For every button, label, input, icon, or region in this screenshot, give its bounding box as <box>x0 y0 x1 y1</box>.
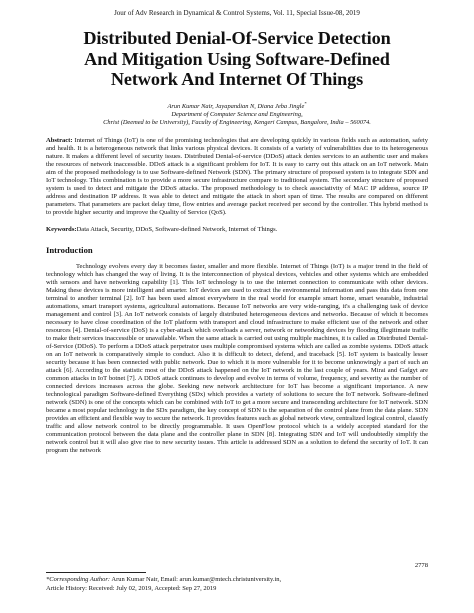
abstract-label: Abstract: <box>46 137 73 145</box>
abstract <box>46 137 428 217</box>
introduction-paragraph: Technology evolves every day it becomes faster, smaller and more flexible. Internet of Things (IoT) is a major trend in the field of technology which has changed the way of living. It is the interconnection of physical devices, vehicles and other systems which are embedded with sensors and have networking capability [1]. This IoT technology is to use the internet connection to communicate with other devices. Making these devices is more intelligent and smarter. IoT devices are used to extract the environmental information and pass this data from one terminal to another terminal [2]. IoT has been used almost everywhere in the real world for example smart home, smart wearable, industrial automations, smart transport systems, agricultural automations. Because IoT networks are very wide-ranging, it's a challenging task of device management and control [3]. An IoT network consists of largely distributed heterogeneous devices and networks. Because of which it becomes necessary to have close coordination of the IoT platform with transport and cloud infrastructure to make efficient use of the network and other resources [4]. Denial-of-service (DoS) is a cyber-attack which overloads a server, network or networking devices by flooding illegitimate traffic to make their services inaccessible or unavailable. When the same attack is carried out using multiple machines, it is called as Distributed Denial-of-Service (DDoS). To perform a DDoS attack perpetrator uses multiple compromised systems which are called as zombie systems. DDoS attack on an IoT network is comparatively simple to conduct. Also it is difficult to detect, defend, and traceback [5]. IoT system is basically lesser security because it has been connected with public network. Due to which it is more vulnerable for it to become unknowingly a part of such an attack [6]. According to the statistic most of the DDoS attack happened on the IoT network in the last couple of years. Mirai and Gafgyt are common attacks in IoT botnet [7]. A DDoS attack continues to develop and evolve in terms of volume, frequency, and severity as the number of connected devices increases across the globe. Seeking new network architecture for IoT has become a significant importance. A new technological paradigm Software-defined Everything (SDx) which provides a variety of solutions to secure the IoT network. Software-defined network (SDN) is one of the concepts which can be combined with IoT to get a more secure and transcending architecture for IoT network. SDN became a most popular technology in the SDx paradigm, the key concept of SDN is the separation of the control plane from the data plane. SDN provides an efficient and flexible way to secure the network. It provides features such as global network view, centralized logical control, classify traffic and allow network control to be directly programmable. It uses OpenFlow protocol which is a widely accepted standard for the communication protocol between the data plane and the controller plane in SDN [8]. Integrating SDN and IoT will undoubtedly simplify the network control but it will also give rise to new security issues. This article is addressed SDN as a solution to defend the security of IoT. It can program the network <box>46 263 428 455</box>
keywords <box>46 226 428 234</box>
abstract-text: Internet of Things (IoT) is one of the promising technologies that are developing quickly in various fields such as automation, safety and health. It is a heterogeneous network that links various physical devices. It consists of a variety of vulnerabilities due to its heterogeneous nature. It makes a different level of security issues. Distributed Denial-of-service (DDoS) attack denies services to an authentic user and makes the resources of network inaccessible. DDoS attack is a significant problem for IoT. It is easy to carry out this attack on an IoT network. Main aim of the proposed methodology is to use Software-defined Network (SDN). The primary structure of proposed system is to integrate SDN and IoT technology. This combination is to provide a more secure infrastructure compare to traditional system. The secondary structure of proposed system is used to detect and mitigate the DDoS attacks. The proposed methodology is to check associativity of MAC IP address, source IP address and destination IP address. It was able to detect and mitigate the attack in short span of time. The results are compared on different parameters. That parameters are packet delay time, flow entries and average packet received per second by the controller. This hybrid method is to provide higher security and improve the Quality of Service (QoS). <box>46 137 428 217</box>
footnotes <box>46 576 428 593</box>
section-heading-introduction: Introduction <box>46 245 93 256</box>
author-block <box>46 100 428 128</box>
article-history: Article History: Received: July 02, 2019, Accepted: Sep 27, 2019 <box>46 584 217 592</box>
keywords-text: Data Attack, Security, DDoS, Software-defined Network, Internet of Things. <box>76 226 278 234</box>
title-line-1: Distributed Denial-Of-Service Detection <box>83 28 391 48</box>
title-line-2: And Mitigation Using Software-Defined <box>84 48 390 69</box>
corresponding-marker: * <box>304 100 307 106</box>
paper-title <box>46 28 428 90</box>
corresponding-author-note: *Corresponding Author: Arun Kumar Nair, Email: arun.kumar@mtech.christuniversity.in, <box>46 576 282 583</box>
author-names: Arun Kumar Nair, Jayapandian N, Diana Jeba Jingle* <box>167 100 307 110</box>
author-affiliation: Christ (Deemed to be University), Faculty of Engineering, Kengeri Campus, Bangalore, India – 560074. <box>103 119 371 127</box>
title-line-3: Network And Internet Of Things <box>110 69 364 89</box>
page-number: 2778 <box>414 562 428 569</box>
running-head: Jour of Adv Research in Dynamical & Control Systems, Vol. 11, Special Issue-08, 2019 <box>114 9 360 17</box>
author-department: Department of Computer Science and Engineering, <box>171 110 303 118</box>
footnote-rule <box>46 572 146 573</box>
keywords-label: Keywords: <box>46 226 77 234</box>
